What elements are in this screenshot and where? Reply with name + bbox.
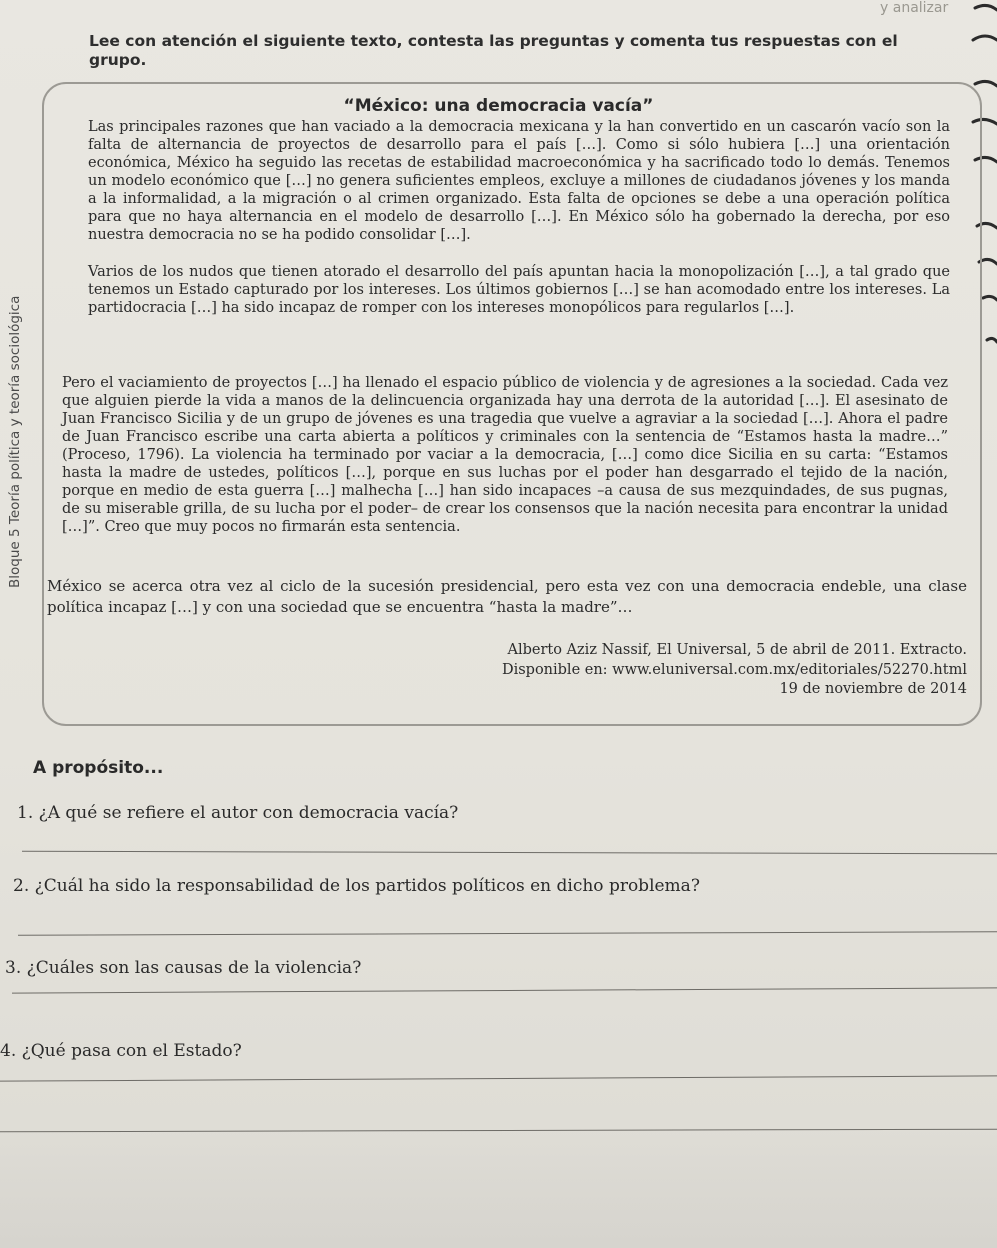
- question-4: 4. ¿Qué pasa con el Estado?: [0, 1041, 242, 1061]
- article-paragraph-2: Varios de los nudos que tienen atorado el desarrollo del país apuntan hacia la monopolización […], a tal grado que tenemos un Estado capturado por los intereses. Los últimos gobiernos […] se han acomodado entre los intereses. La partidocracia […] ha sido incapaz de romper con los intereses monopólicos para regularlos […].: [88, 264, 950, 316]
- question-3: 3. ¿Cuáles son las causas de la violencia?: [5, 958, 362, 978]
- article-paragraph-3: Pero el vaciamiento de proyectos […] ha llenado el espacio público de violencia y de agresiones a la sociedad. Cada vez que alguien pierde la vida a manos de la delincuencia organizada hay una derrota de la autoridad […]. El asesinato de Juan Francisco Sicilia y de un grupo de jóvenes es una tragedia que vuelve a agraviar a la sociedad […]. Ahora el padre de Juan Francisco escribe una carta abierta a políticos y criminales con la sentencia de “Estamos hasta la madre…” (Proceso, 1796). La violencia ha terminado por vaciar a la democracia, […] como dice Sicilia en su carta: “Estamos hasta la madre de ustedes, políticos […], porque en sus luchas por el poder han desgarrado el tejido de la nación, porque en medio de esta guerra […] malhecha […] han sido incapaces –a causa de sus mezquindades, de sus pugnas, de su miserable grilla, de su lucha por el poder– de crear los consensos que la nación necesita para encontrar la unidad […]”. Creo que muy pocos no firmarán esta sentencia.: [62, 375, 948, 535]
- spiral-ring: [975, 5, 997, 10]
- instructions-text: Lee con atención el siguiente texto, contesta las preguntas y comenta tus respuestas con el grupo.: [89, 32, 898, 69]
- question-1: 1. ¿A qué se refiere el autor con democracia vacía?: [17, 803, 459, 823]
- spiral-ring: [987, 338, 997, 342]
- article-title: “México: una democracia vacía”: [343, 96, 654, 116]
- sidebar-section-label: Bloque 5 Teoría política y teoría sociológica: [7, 295, 23, 588]
- article-paragraph-1: Las principales razones que han vaciado a la democracia mexicana y la han convertido en un cascarón vacío son la falta de alternancia de proyectos de desarrollo para el país […]. Como si sólo hubiera […] una orientación económica, México ha seguido las recetas de estabilidad macroeconómica y ha sacrificado todo lo demás. Tenemos un modelo económico que […] no genera suficientes empleos, excluye a millones de ciudadanos jóvenes y los manda a la informalidad, a la migración o al crimen organizado. Esta falta de opciones se debe a una operación política para que no haya alternancia en el modelo de desarrollo […]. En México sólo ha gobernado la derecha, por eso nuestra democracia no se ha podido consolidar […].: [88, 119, 950, 243]
- spiral-ring: [973, 36, 997, 40]
- citation-source: Disponible en: www.eluniversal.com.mx/editoriales/52270.html: [501, 662, 967, 678]
- citation-author: Alberto Aziz Nassif, El Universal, 5 de abril de 2011. Extracto.: [507, 642, 967, 658]
- header-fragment: y analizar: [880, 0, 949, 16]
- article-paragraph-4: México se acerca otra vez al ciclo de la sucesión presidencial, pero esta vez con una democracia endeble, una clase política incapaz […] y con una sociedad que se encuentra “hasta la madre”…: [47, 577, 967, 616]
- question-2: 2. ¿Cuál ha sido la responsabilidad de los partidos políticos en dicho problema?: [13, 876, 700, 896]
- section-title: A propósito...: [33, 758, 164, 778]
- spiral-ring: [975, 81, 997, 86]
- spiral-ring: [983, 296, 997, 300]
- page-shadow: [0, 1130, 997, 1248]
- citation-date: 19 de noviembre de 2014: [779, 681, 967, 697]
